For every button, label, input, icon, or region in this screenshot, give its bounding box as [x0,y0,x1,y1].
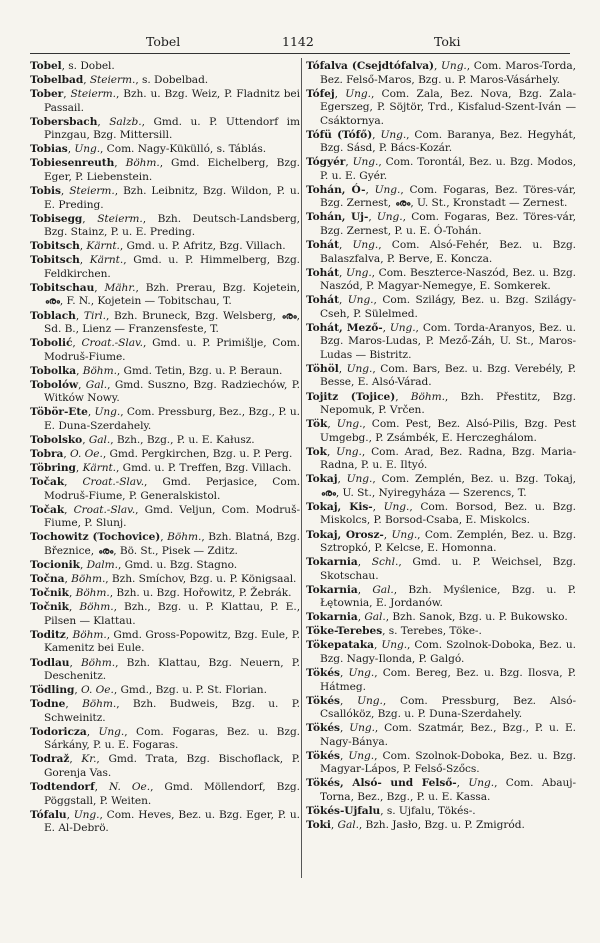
entry-text: , Bzh. u. Bzg. Weiz, P. Fladnitz bei Passail. [44,88,300,114]
page-number: 1142 [282,34,314,49]
entry-text: , Com. Alsó-Fehér, Bez. u. Bzg. Balaszfalva, P. Berve, E. Koncza. [320,239,577,265]
entry-text: , Com. Szilágy, Bez. u. Bzg. Szilágy-Cseh, P. Sülelmed. [320,294,576,320]
entry-region: Ung. [349,722,375,735]
entry-text: , Bzh. Přestitz, Bzg. Nepomuk, P. Vrčen. [320,390,576,417]
entry-region: Ung. [94,406,121,419]
entry-headword: Tocionik [30,559,80,572]
entry-text: , Com. Maros-Torda, Bez. Felső-Maros, Bzg. u. P. Maros-Vásárhely. [320,60,576,86]
entry-region: Steierm. [89,74,136,87]
entry-region: Ung. [374,183,401,196]
entry-text: , Bzh. Leibnitz, Bzg. Wildon, P. u. E. Preding. [44,185,300,211]
entry-text: , Bzh. Bruneck, Bzg. Welsberg, ൟ, Sd. B., Lienz — Franzensfeste, T. [44,309,300,336]
post-horn-icon: ൟ [395,198,410,210]
entry-headword: Točnik [30,601,69,614]
entry-headword: Točnik [30,587,69,600]
gazetteer-entry [306,625,576,639]
entry-text: , Gmd. Veljun, Com. Modruš-Fiume, P. Slunj. [44,503,300,530]
entry-region: Böhm. [82,698,117,711]
entry-region: Gal. [85,378,108,391]
entry-text: , Com. Bereg, Bez. u. Bzg. Ilosva, P. Hátmeg. [320,667,577,693]
entry-text: , Gmd. u. Bzg. Stagno. [117,559,238,572]
gazetteer-entry: Tohát, Ung., Com. Beszterce-Naszód, Bez. u. Bzg. Naszód, P. Magyar-Nemegye, E. Somkerek. [306,266,576,293]
entry-region: Ung. [383,500,410,513]
entry-headword: Tófalva (Csejdtófalva) [306,60,435,72]
gazetteer-entry: Tohát, Ung., Com. Alsó-Fehér, Bez. u. Bzg. Balaszfalva, P. Berve, E. Koncza. [306,239,577,265]
entry-headword: Tohát [306,266,339,279]
gazetteer-entry: Tokaj, Ung., Com. Zemplén, Bez. u. Bzg. Tokaj, ൟ, U. St., Nyiregyháza — Szerencs, T. [306,473,576,499]
gazetteer-entry: Točak, Croat.-Slav., Gmd. Perjasice, Com. Modruš-Fiume, P. Generalskistol. [30,476,301,502]
entry-headword: Tok [306,445,327,458]
gazetteer-entry: Todlau, Böhm., Bzh. Klattau, Bzg. Neuern, P. Deschenitz. [30,656,300,683]
gazetteer-entry: Tok, Ung., Com. Arad, Bez. Radna, Bzg. Maria-Radna, P. u. E. Iltyó. [306,445,577,472]
entry-text: , Gmd. u. P. Uttendorf im Pinzgau, Bzg. Mittersill. [44,115,300,142]
entry-region: Ung. [348,667,375,680]
entry-region: Croat.-Slav. [82,476,145,489]
entry-headword: Tófü (Tófő) [306,128,373,141]
entry-headword: Tófalu [30,808,67,821]
entry-region: Böhm. [71,573,106,586]
entry-headword: Tobelbad [30,74,84,87]
post-horn-icon: ൟ [45,296,59,308]
entry-region: N. Oe. [108,781,151,793]
gazetteer-entry: Tökés, Ung., Com. Bereg, Bez. u. Bzg. Ilosva, P. Hátmeg. [306,667,577,693]
entry-text: , Com. Szolnok-Doboka, Bez. u. Bzg. Nagy-Ilonda, P. Galgó. [320,639,576,665]
entry-headword: Töhöl [306,362,339,375]
entry-headword: Tök [306,418,328,431]
entry-headword: Tobisegg [30,212,83,225]
entry-text: , s. Dobelbad. [135,74,209,87]
entry-region: Ung. [376,211,403,224]
entry-region: Steierm. [70,88,116,101]
entry-region: Ung. [345,266,372,279]
entry-headword: Tökés [306,694,340,707]
gazetteer-entry: Tógyér, Ung., Com. Torontál, Bez. u. Bzg. Modos, P. u. E. Gyér. [306,156,577,182]
entry-text: , Gmd. u. P. Weichsel, Bzg. Skotschau. [320,556,576,582]
post-horn-icon: ൟ [321,487,335,499]
gazetteer-entry: Tökés, Alsó- und Felső-, Ung., Com. Abauj-Torna, Bez., Bzg., P. u. E. Kassa. [306,777,576,803]
gazetteer-entry: Toblach, Tirl., Bzh. Bruneck, Bzg. Welsberg, ൟ, Sd. B., Lienz — Franzensfeste, T. [30,309,300,336]
gazetteer-entry: Tökepataka, Ung., Com. Szolnok-Doboka, Bez. u. Bzg. Nagy-Ilonda, P. Galgó. [306,639,576,665]
entry-headword: Tokarnia [306,556,358,569]
entry-text: , Gmd. Suszno, Bzg. Radziechów, P. Witków Nowy. [44,378,300,405]
entry-text: , Gmd. Tetin, Bzg. u. P. Beraun. [116,364,283,377]
entry-headword: Töke-Terebes [306,625,383,638]
entry-region: Ung. [98,725,125,738]
entry-text: , Gmd. Möllendorf, Bzg. Pöggstall, P. Weiten. [44,781,300,807]
gazetteer-entry: Tófalu, Ung., Com. Heves, Bez. u. Bzg. Eger, P. u. E. Al-Debrö. [30,808,300,835]
entry-text: , Com. Zemplén, Bez. u. Bzg. Sztropkó, P. Kelcse, E. Homonna. [320,528,577,554]
entry-region: Ung. [345,87,371,100]
gazetteer-entry: Točnik, Böhm., Bzh., Bzg. u. P. Klattau, P. E., Pilsen — Klattau. [30,601,301,627]
gazetteer-entry: Tokarnia, Gal., Bzh. Sanok, Bzg. u. P. Bukowsko. [306,611,568,624]
entry-region: Böhm. [75,587,110,600]
gazetteer-entry [30,60,300,74]
gazetteer-entry: Tófej, Ung., Com. Zala, Bez. Nova, Bzg. Zala-Egerszeg, P. Söjtör, Trd., Kisfalud-Szent-Iván — Csáktornya. [306,87,577,127]
gazetteer-entry: Tobolka, Böhm., Gmd. Tetin, Bzg. u. P. Beraun. [30,364,283,377]
entry-region: Böhm. [82,364,117,377]
running-head [30,34,570,50]
entry-region: Tirl. [83,309,106,322]
entry-headword: Tobolsko [30,434,83,446]
entry-region: Croat.-Slav. [81,337,143,350]
entry-headword: Tobra [30,448,64,461]
entry-headword: Tokaj, Orosz- [306,528,384,541]
entry-region: Gal. [364,611,386,624]
entry-region: Ung. [357,694,383,707]
entry-text: , Bzh., Bzg. u. P. Klattau, P. E., Pilsen — Klattau. [44,601,301,627]
gazetteer-entry: Tohán, Uj-, Ung., Com. Fogaras, Bez. Töres-vár, Bzg. Zernest, P. u. E. Ó-Tohán. [306,211,576,237]
entry-text: , Com. Heves, Bez. u. Bzg. Eger, P. u. E. Al-Debrö. [44,808,300,835]
entry-headword: Todtendorf [30,781,95,793]
entry-region: O. Oe. [69,448,103,461]
entry-region: Ung. [389,321,416,334]
gazetteer-entry: Tobolów, Gal., Gmd. Suszno, Bzg. Radziechów, P. Witków Nowy. [30,378,300,405]
entry-headword: Tobolić [30,337,73,350]
entry-text: , Bzh. Jasło, Bzg. u. P. Zmigród. [358,819,525,832]
gazetteer-entry: Tobersbach, Salzb., Gmd. u. P. Uttendorf im Pinzgau, Bzg. Mittersill. [30,115,300,142]
entry-region: Kärnt. [86,240,120,253]
entry-headword: Tödling [30,684,75,697]
post-horn-icon: ൟ [98,545,113,557]
entry-text: , Com. Nagy-Kükülló, s. Táblás. [100,143,267,156]
entry-headword: Todoricza [30,725,87,738]
entry-text: , Gmd. Pergkirchen, Bzg. u. P. Perg. [102,448,293,461]
gazetteer-entry: Tobelbad, Steierm., s. Dobelbad. [30,74,209,87]
gazetteer-entry: Toki, Gal., Bzh. Jasło, Bzg. u. P. Zmigród. [306,819,525,832]
running-head-left: Tobel [146,34,181,49]
gazetteer-entry: Tófalva (Csejdtófalva), Ung., Com. Maros-Torda, Bez. Felső-Maros, Bzg. u. P. Maros-Vásárhely. [306,60,576,86]
entry-text: , Bzh. Klattau, Bzg. Neuern, P. Deschenitz. [44,656,300,683]
entry-text: , Com. Baranya, Bez. Hegyhát, Bzg. Sásd, P. Bács-Kozár. [320,128,576,155]
entry-text: , Com. Borsod, Bez. u. Bzg. Miskolcs, P. Borsod-Csaba, E. Miskolcs. [320,500,576,527]
gazetteer-entry: Toditz, Böhm., Gmd. Gross-Popowitz, Bzg. Eule, P. Kamenitz bei Eule. [30,628,300,655]
gazetteer-entry: Tobitsch, Kärnt., Gmd. u. P. Himmelberg, Bzg. Feldkirchen. [30,254,301,280]
entry-region: Böhm. [125,157,160,170]
gazetteer-entry: Töhöl, Ung., Com. Bars, Bez. u. Bzg. Verebély, P. Besse, E. Alsó-Várad. [306,362,576,389]
gazetteer-entry: Tökés, Ung., Com. Szolnok-Doboka, Bez. u. Bzg. Magyar-Lápos, P. Felső-Szőcs. [306,749,576,776]
gazetteer-entry: Todraž, Kr., Gmd. Trata, Bzg. Bischoflack, P. Gorenja Vas. [30,753,301,779]
entry-headword: Tobersbach [30,115,98,128]
entry-region: Ung. [441,60,467,72]
gazetteer-entry: Tobitsch, Kärnt., Gmd. u. P. Afritz, Bzg. Villach. [30,240,286,253]
entry-headword: Tobitsch [30,254,80,267]
entry-text: , Com. Arad, Bez. Radna, Bzg. Maria-Radna, P. u. E. Iltyó. [320,445,577,472]
entry-headword: Tökés, Alsó- und Felső- [306,777,457,790]
entry-region: Ung. [347,294,374,307]
entry-region: Ung. [348,749,375,762]
entry-region: Dalm. [86,559,118,572]
entry-text: , s. Terebes, Töke-. [382,625,482,638]
gazetteer-entry: Tochowitz (Tochovice), Böhm., Bzh. Blatná, Bzg. Březnice, ൟ, Bö. St., Pisek — Zditz. [30,531,300,557]
entry-region: Schl. [371,556,399,569]
gazetteer-entry: Tobis, Steierm., Bzh. Leibnitz, Bzg. Wildon, P. u. E. Preding. [30,185,300,211]
gazetteer-entry: Tobra, O. Oe., Gmd. Pergkirchen, Bzg. u. P. Perg. [30,448,293,461]
entry-text: , s. Ujfalu, Tökés-. [380,805,476,818]
entry-headword: Točna [30,573,65,586]
entry-headword: Tobolów [30,378,79,391]
entry-text: , Bzh., Bzg., P. u. E. Kałusz. [110,434,255,446]
entry-headword: Töbör-Ete [30,406,88,419]
entry-headword: Tohán, Ó- [306,183,366,196]
gazetteer-entry: Tök, Ung., Com. Pest, Bez. Alsó-Pilis, Bzg. Pest Umgebg., P. Zsámbék, E. Herczeghálom. [306,418,576,444]
entry-text: , Bzh. Prerau, Bzg. Kojetein, ൟ, F. N., Kojetein — Tobitschau, T. [45,281,300,308]
entry-headword: Tokaj [306,473,338,486]
gazetteer-entry: Tokarnia, Schl., Gmd. u. P. Weichsel, Bzg. Skotschau. [306,556,576,582]
header-rule [30,53,570,54]
entry-headword: Tobel [30,60,62,72]
entry-region: Ung. [336,418,363,431]
gazetteer-entry: Tokaj, Kis-, Ung., Com. Borsod, Bez. u. Bzg. Miskolcs, P. Borsod-Csaba, E. Miskolcs. [306,500,576,527]
entry-region: Kärnt. [82,462,117,475]
entry-region: Böhm. [80,656,116,669]
running-head-right: Toki [434,34,461,49]
entry-text: , Com. Szolnok-Doboka, Bez. u. Bzg. Magyar-Lápos, P. Felső-Szőcs. [320,749,576,776]
entry-region: Böhm. [410,390,445,403]
entry-headword: Tófej [306,87,335,100]
entry-text: , Bzh. Deutsch-Landsberg, Bzg. Stainz, P. u. E. Preding. [44,212,300,239]
entry-text: , Com. Torontál, Bez. u. Bzg. Modos, P. u. E. Gyér. [320,156,577,182]
gazetteer-entry: Tobolsko, Gal., Bzh., Bzg., P. u. E. Kałusz. [30,434,255,446]
entry-headword: Tochowitz (Tochovice) [30,531,161,544]
entry-text: , Com. Fogaras, Bez. Töres-vár, Bzg. Zernest, P. u. E. Ó-Tohán. [320,211,576,237]
right-column [306,60,576,833]
entry-headword: Tohán, Uj- [306,211,369,224]
entry-headword: Točak [30,476,65,489]
gazetteer-entry: Töbring, Kärnt., Gmd. u. P. Treffen, Bzg. Villach. [30,462,292,475]
entry-headword: Tober [30,88,64,101]
entry-headword: Toki [306,819,331,832]
gazetteer-entry: Tojitz (Tojice), Böhm., Bzh. Přestitz, Bzg. Nepomuk, P. Vrčen. [306,390,576,417]
entry-text: , Com. Bars, Bez. u. Bzg. Verebély, P. Besse, E. Alsó-Várad. [320,362,576,389]
entry-headword: Tohát, Mező- [306,321,383,334]
entry-region: Ung. [346,362,373,375]
entry-region: Salzb. [109,115,142,128]
gazetteer-entry: Todoricza, Ung., Com. Fogaras, Bez. u. Bzg. Sárkány, P. u. E. Fogaras. [30,725,300,752]
entry-region: Ung. [381,639,408,652]
entry-headword: Tokarnia [306,583,358,596]
entry-text: , s. Dobel. [61,60,115,72]
entry-region: Croat.-Slav. [73,503,136,516]
entry-region: Steierm. [97,212,143,225]
entry-region: Gal. [88,434,111,446]
entry-headword: Tojitz (Tojice) [306,390,396,403]
gazetteer-entry: Tocionik, Dalm., Gmd. u. Bzg. Stagno. [30,559,238,572]
entry-text: , Com. Torda-Aranyos, Bez. u. Bzg. Maros-Ludas, P. Mező-Záh, U. St., Maros-Ludas — Bistritz. [320,321,576,361]
entry-headword: Tökés [306,722,340,735]
entry-text: , Gmd. Trata, Bzg. Bischoflack, P. Gorenja Vas. [44,753,301,779]
gazetteer-entry: Tokarnia, Gal., Bzh. Myślenice, Bzg. u. P. Łętownia, E. Jordanów. [306,583,576,610]
column-divider [301,58,302,878]
entry-region: O. Oe. [81,684,114,697]
entry-headword: Tógyér [306,156,346,169]
gazetteer-entry: Tödling, O. Oe., Gmd., Bzg. u. P. St. Florian. [30,684,267,697]
entry-text: , Com. Pressburg, Bez., Bzg., P. u. E. Duna-Szerdahely. [44,406,300,432]
entry-headword: Todne [30,698,66,711]
entry-region: Kärnt. [89,254,124,267]
entry-headword: Todlau [30,656,70,669]
entry-headword: Todraž [30,753,70,766]
entry-headword: Toditz [30,628,66,641]
entry-region: Ung. [73,808,100,821]
gazetteer-entry: Tobitschau, Mähr., Bzh. Prerau, Bzg. Kojetein, ൟ, F. N., Kojetein — Tobitschau, T. [30,281,300,308]
entry-region: Gal. [372,583,394,596]
entry-region: Ung. [352,239,379,252]
entry-text: , Gmd. Eichelberg, Bzg. Eger, P. Liebenstein. [44,157,300,183]
entry-region: Steierm. [69,185,115,198]
entry-region: Ung. [352,156,379,169]
entry-text: , Gmd. Perjasice, Com. Modruš-Fiume, P. Generalskistol. [44,476,301,502]
gazetteer-entry: Tökés, Ung., Com. Szatmár, Bez., Bzg., P. u. E. Nagy-Bánya. [306,722,577,748]
entry-headword: Tokaj, Kis- [306,500,373,513]
gazetteer-entry: Todne, Böhm., Bzh. Budweis, Bzg. u. P. Schweinitz. [30,698,301,724]
entry-headword: Tobitsch [30,240,80,253]
entry-headword: Točak [30,503,65,516]
entry-text: , Com. Pest, Bez. Alsó-Pilis, Bzg. Pest Umgebg., P. Zsámbék, E. Herczeghálom. [320,418,576,444]
entry-text: , Bzh. Myślenice, Bzg. u. P. Łętownia, E. Jordanów. [320,583,576,610]
entry-text: , Com. Fogaras, Bez. u. Bzg. Sárkány, P. u. E. Fogaras. [44,725,300,752]
entry-text: , Gmd., Bzg. u. P. St. Florian. [113,684,267,697]
entry-headword: Toblach [30,309,76,322]
entry-region: Ung. [391,528,418,541]
gazetteer-entry: Töbör-Ete, Ung., Com. Pressburg, Bez., Bzg., P. u. E. Duna-Szerdahely. [30,406,300,432]
entry-text: , Com. Abauj-Torna, Bez., Bzg., P. u. E. Kassa. [320,777,576,803]
post-horn-icon: ൟ [281,310,296,322]
entry-text: , Gmd. Gross-Popowitz, Bzg. Eule, P. Kamenitz bei Eule. [44,628,300,655]
entry-headword: Tobias [30,143,68,156]
entry-headword: Tobolka [30,364,77,377]
entry-region: Böhm. [72,628,107,641]
entry-text: , Bzh. Budweis, Bzg. u. P. Schweinitz. [44,698,301,724]
entry-text: , Gmd. u. P. Afritz, Bzg. Villach. [119,240,286,253]
entry-region: Ung. [380,128,407,141]
entry-headword: Tobiesenreuth [30,157,115,170]
entry-headword: Töbring [30,462,76,475]
entry-headword: Tobitschau [30,281,95,294]
entry-region: Ung. [336,445,362,458]
gazetteer-entry: Todtendorf, N. Oe., Gmd. Möllendorf, Bzg. Pöggstall, P. Weiten. [30,781,300,807]
gazetteer-entry: Tohán, Ó-, Ung., Com. Fogaras, Bez. Töres-vár, Bzg. Zernest, ൟ, U. St., Kronstadt — Zernest. [306,183,576,210]
entry-region: Ung. [74,143,101,156]
gazetteer-entry: Tohát, Ung., Com. Szilágy, Bez. u. Bzg. Szilágy-Cseh, P. Sülelmed. [306,294,576,320]
entry-headword: Tökés-Ujfalu [306,805,381,818]
gazetteer-entry: Točna, Böhm., Bzh. Smíchov, Bzg. u. P. Königsaal. [30,573,297,586]
entry-text: , Gmd. u. P. Primišlje, Com. Modruš-Fiume. [44,337,300,363]
entry-headword: Tobis [30,185,61,198]
entry-text: , Bzh. Sanok, Bzg. u. P. Bukowsko. [385,611,568,624]
gazetteer-entry: Točak, Croat.-Slav., Gmd. Veljun, Com. Modruš-Fiume, P. Slunj. [30,503,300,530]
entry-text: , Gmd. u. P. Treffen, Bzg. Villach. [116,462,292,475]
gazetteer-entry: Tokaj, Orosz-, Ung., Com. Zemplén, Bez. u. Bzg. Sztropkó, P. Kelcse, E. Homonna. [306,528,577,554]
entry-region: Böhm. [79,601,114,614]
entry-text: , Com. Fogaras, Bez. Töres-vár, Bzg. Zernest, ൟ, U. St., Kronstadt — Zernest. [320,183,576,210]
gazetteer-entry: Tobias, Ung., Com. Nagy-Kükülló, s. Táblás. [30,143,267,156]
gazetteer-entry: Tober, Steierm., Bzh. u. Bzg. Weiz, P. Fladnitz bei Passail. [30,88,300,114]
entry-region: Mähr. [104,281,136,294]
entry-headword: Tökés [306,749,340,762]
gazetteer-entry: Tobolić, Croat.-Slav., Gmd. u. P. Primišlje, Com. Modruš-Fiume. [30,337,300,363]
entry-text: , Bzh. u. Bzg. Hořowitz, P. Žebrák. [109,587,292,600]
gazetteer-entry: Tobisegg, Steierm., Bzh. Deutsch-Landsberg, Bzg. Stainz, P. u. E. Preding. [30,212,300,239]
entry-region: Gal. [337,819,359,832]
entry-text: , Gmd. u. P. Himmelberg, Bzg. Feldkirchen. [44,254,301,280]
entry-text: , Com. Zala, Bez. Nova, Bzg. Zala-Egerszeg, P. Söjtör, Trd., Kisfalud-Szent-Iván — Csáktornya. [320,87,577,127]
entry-text: , Bzh. Smíchov, Bzg. u. P. Königsaal. [105,573,297,586]
gazetteer-entry: Tökés, Ung., Com. Pressburg, Bez. Alsó-Csallóköz, Bzg. u. P. Duna-Szerdahely. [306,694,577,721]
entry-headword: Tökepataka [306,639,374,652]
entry-headword: Tokarnia [306,611,358,624]
gazetteer-entry: Tófü (Tófő), Ung., Com. Baranya, Bez. Hegyhát, Bzg. Sásd, P. Bács-Kozár. [306,128,576,155]
entry-region: Kr. [81,753,97,766]
entry-headword: Tökés [306,667,340,680]
entry-text: , Com. Szatmár, Bez., Bzg., P. u. E. Nagy-Bánya. [320,722,577,748]
entry-text: , Com. Zemplén, Bez. u. Bzg. Tokaj, ൟ, U. St., Nyiregyháza — Szerencs, T. [321,473,576,499]
entry-region: Ung. [468,777,495,790]
entry-text: , Bzh. Blatná, Bzg. Březnice, ൟ, Bö. St., Pisek — Zditz. [44,531,300,557]
gazetteer-entry: Točnik, Böhm., Bzh. u. Bzg. Hořowitz, P. Žebrák. [30,587,292,600]
gazetteer-entry: Tohát, Mező-, Ung., Com. Torda-Aranyos, Bez. u. Bzg. Maros-Ludas, P. Mező-Záh, U. St., Maros-Ludas — Bistritz. [306,321,576,361]
entry-headword: Tohát [306,294,339,307]
entry-text: , Com. Beszterce-Naszód, Bez. u. Bzg. Naszód, P. Magyar-Nemegye, E. Somkerek. [320,266,576,293]
entry-text: , Com. Pressburg, Bez. Alsó-Csallóköz, Bzg. u. P. Duna-Szerdahely. [320,694,577,721]
gazetteer-entry: Tobiesenreuth, Böhm., Gmd. Eichelberg, Bzg. Eger, P. Liebenstein. [30,157,300,183]
entry-region: Ung. [346,473,373,486]
entry-headword: Tohát [306,239,339,252]
gazetteer-entry [306,805,576,819]
entry-region: Böhm. [167,531,202,544]
left-column [30,60,300,836]
